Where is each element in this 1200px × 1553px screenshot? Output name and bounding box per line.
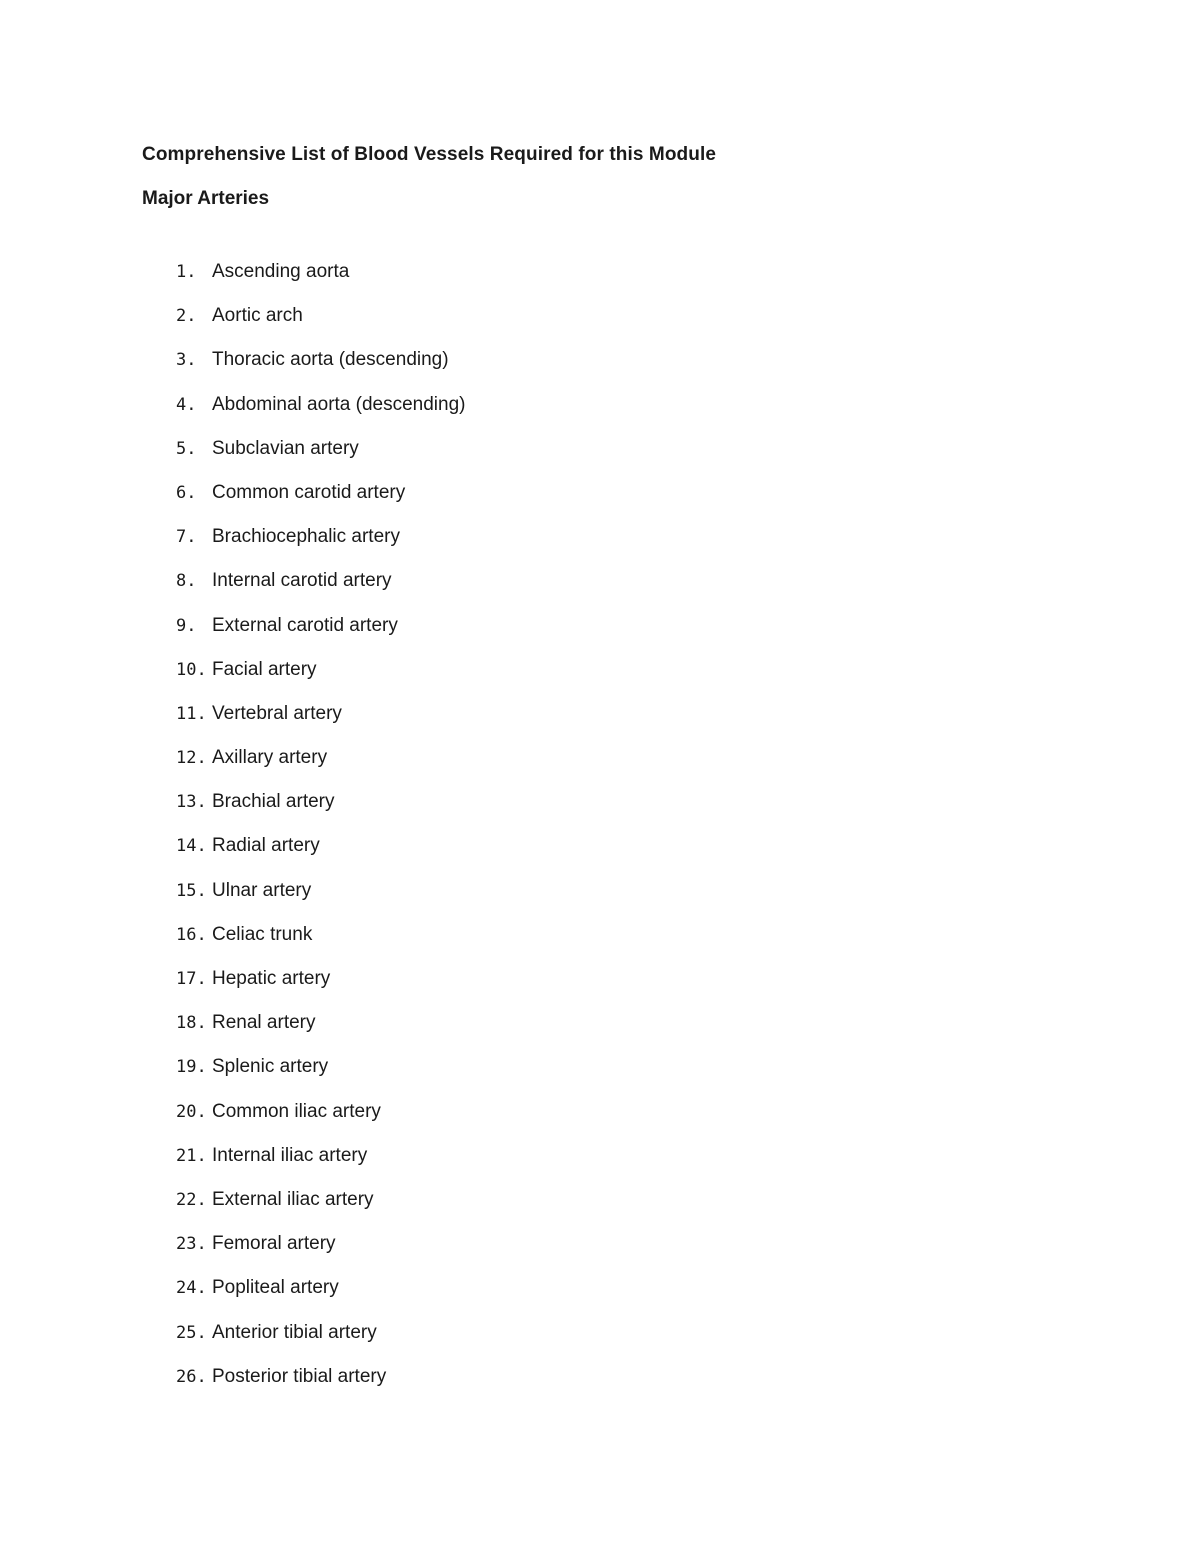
list-item-number: 8. xyxy=(176,571,197,592)
list-item-label: Celiac trunk xyxy=(212,923,313,945)
list-item-number: 26. xyxy=(176,1366,207,1387)
list-item-label: Axillary artery xyxy=(212,747,328,769)
list-item-label: Femoral artery xyxy=(212,1233,336,1255)
list-item-label: Renal artery xyxy=(212,1012,316,1034)
list-item-number: 16. xyxy=(176,924,207,945)
list-item-number: 6. xyxy=(176,482,197,503)
list-item-number: 24. xyxy=(176,1278,207,1299)
list-item-number: 21. xyxy=(176,1145,207,1166)
list-item-number: 13. xyxy=(176,792,207,813)
list-item-label: Ascending aorta xyxy=(212,261,350,282)
list-item-number: 10. xyxy=(176,659,207,680)
list-item-number: 15. xyxy=(176,880,207,901)
list-item-number: 22. xyxy=(176,1189,207,1210)
list-item-number: 4. xyxy=(176,394,197,415)
list-item-label: Radial artery xyxy=(212,835,320,857)
list-item-number: 14. xyxy=(176,836,207,857)
list-item-label: Aortic arch xyxy=(212,305,303,327)
list-item-number: 18. xyxy=(176,1013,207,1034)
list-item-number: 17. xyxy=(176,969,207,989)
list-item-label: Facial artery xyxy=(212,658,317,680)
list-item-label: Brachial artery xyxy=(212,791,335,813)
list-item-number: 20. xyxy=(176,1101,207,1122)
list-item-label: Internal iliac artery xyxy=(212,1144,368,1166)
list-item-number: 12. xyxy=(176,748,207,769)
list-item-label: Abdominal aorta (descending) xyxy=(212,393,466,415)
list-item-number: 23. xyxy=(176,1234,207,1255)
list-item-label: Hepatic artery xyxy=(212,968,331,989)
list-item-number: 7. xyxy=(176,527,197,548)
list-item-number: 19. xyxy=(176,1057,207,1078)
list-item-label: Popliteal artery xyxy=(212,1277,339,1299)
list-item-number: 2. xyxy=(176,306,197,327)
list-item-label: Common iliac artery xyxy=(212,1100,381,1122)
list-item-label: Subclavian artery xyxy=(212,437,359,459)
list-item-number: 3. xyxy=(176,350,197,371)
list-item-label: External iliac artery xyxy=(212,1188,374,1210)
list-item-number: 1. xyxy=(176,262,197,282)
list-item-label: Internal carotid artery xyxy=(212,570,392,592)
document-title: Comprehensive List of Blood Vessels Required for this Module xyxy=(142,144,716,165)
list-item-label: Posterior tibial artery xyxy=(212,1365,387,1387)
list-item-number: 11. xyxy=(176,703,207,724)
section-heading-major-arteries: Major Arteries xyxy=(142,188,270,209)
list-item-label: Ulnar artery xyxy=(212,879,312,901)
list-item-label: External carotid artery xyxy=(212,614,398,636)
list-item-label: Brachiocephalic artery xyxy=(212,526,400,548)
list-item-number: 9. xyxy=(176,615,197,636)
list-item-label: Anterior tibial artery xyxy=(212,1321,377,1343)
list-item-label: Thoracic aorta (descending) xyxy=(212,349,449,371)
list-item-label: Common carotid artery xyxy=(212,481,406,503)
list-item-number: 25. xyxy=(176,1322,207,1343)
list-item-number: 5. xyxy=(176,438,197,459)
list-item-label: Vertebral artery xyxy=(212,702,342,724)
list-item-label: Splenic artery xyxy=(212,1056,329,1078)
